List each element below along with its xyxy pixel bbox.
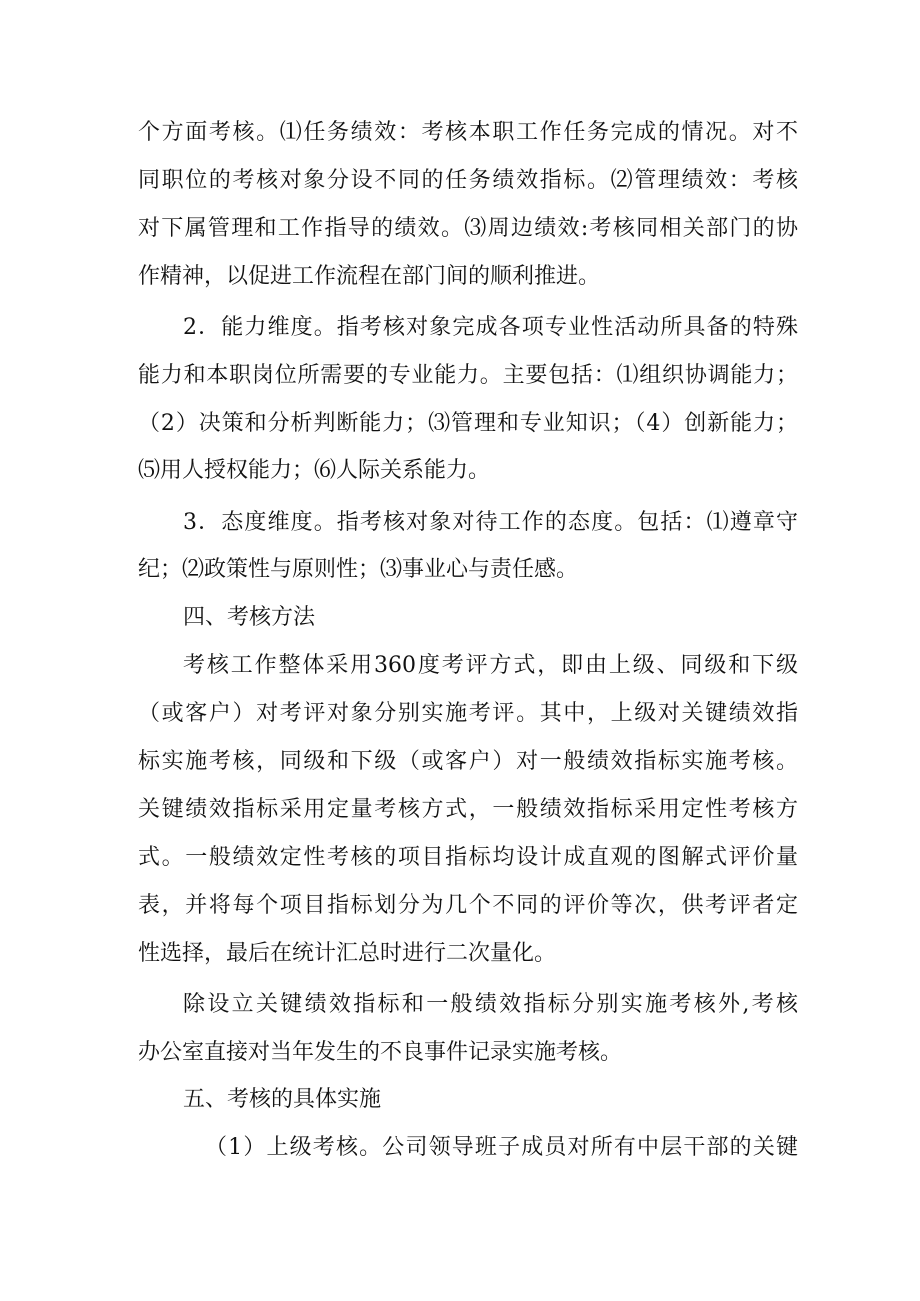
section-heading: 五、考核的具体实施	[183, 1087, 382, 1112]
paragraph-line: 考核工作整体采用360度考评方式，即由上级、同级和下级	[183, 653, 798, 678]
paragraph-line: 办公室直接对当年发生的不良事件记录实施考核。	[138, 1040, 623, 1065]
paragraph-line: （或客户）对考评对象分别实施考评。其中，上级对关键绩效指	[138, 701, 798, 726]
section-heading: 四、考核方法	[183, 605, 316, 630]
paragraph-line: 2．能力维度。指考核对象完成各项专业性活动所具备的特殊	[183, 315, 798, 340]
paragraph-line: 能力和本职岗位所需要的专业能力。主要包括：⑴组织协调能力；	[138, 363, 798, 388]
paragraph-line: 除设立关键绩效指标和一般绩效指标分别实施考核外,考核	[183, 992, 798, 1017]
paragraph-line: 同职位的考核对象分设不同的任务绩效指标。⑵管理绩效：考核	[138, 168, 798, 193]
paragraph-line: 式。一般绩效定性考核的项目指标均设计成直观的图解式评价量	[138, 845, 798, 870]
paragraph-line: 对下属管理和工作指导的绩效。⑶周边绩效:考核同相关部门的协	[138, 216, 798, 241]
paragraph-line: 表，并将每个项目指标划分为几个不同的评价等次，供考评者定	[138, 893, 798, 918]
paragraph-line: 关键绩效指标采用定量考核方式，一般绩效指标采用定性考核方	[138, 797, 798, 822]
paragraph-line: 作精神，以促进工作流程在部门间的顺利推进。	[138, 264, 601, 289]
paragraph-line: 标实施考核，同级和下级（或客户）对一般绩效指标实施考核。	[138, 749, 798, 774]
paragraph-line: 个方面考核。⑴任务绩效：考核本职工作任务完成的情况。对不	[138, 120, 798, 145]
paragraph-line: 纪；⑵政策性与原则性；⑶事业心与责任感。	[138, 557, 579, 582]
paragraph-line: 性选择，最后在统计汇总时进行二次量化。	[138, 941, 557, 966]
paragraph-line: （2）决策和分析判断能力；⑶管理和专业知识；（4）创新能力；	[138, 411, 798, 436]
paragraph-line: 3．态度维度。指考核对象对待工作的态度。包括：⑴遵章守	[183, 510, 798, 535]
paragraph-line: ⑸用人授权能力；⑹人际关系能力。	[138, 458, 491, 483]
paragraph-line: （1）上级考核。公司领导班子成员对所有中层干部的关键	[205, 1135, 798, 1160]
